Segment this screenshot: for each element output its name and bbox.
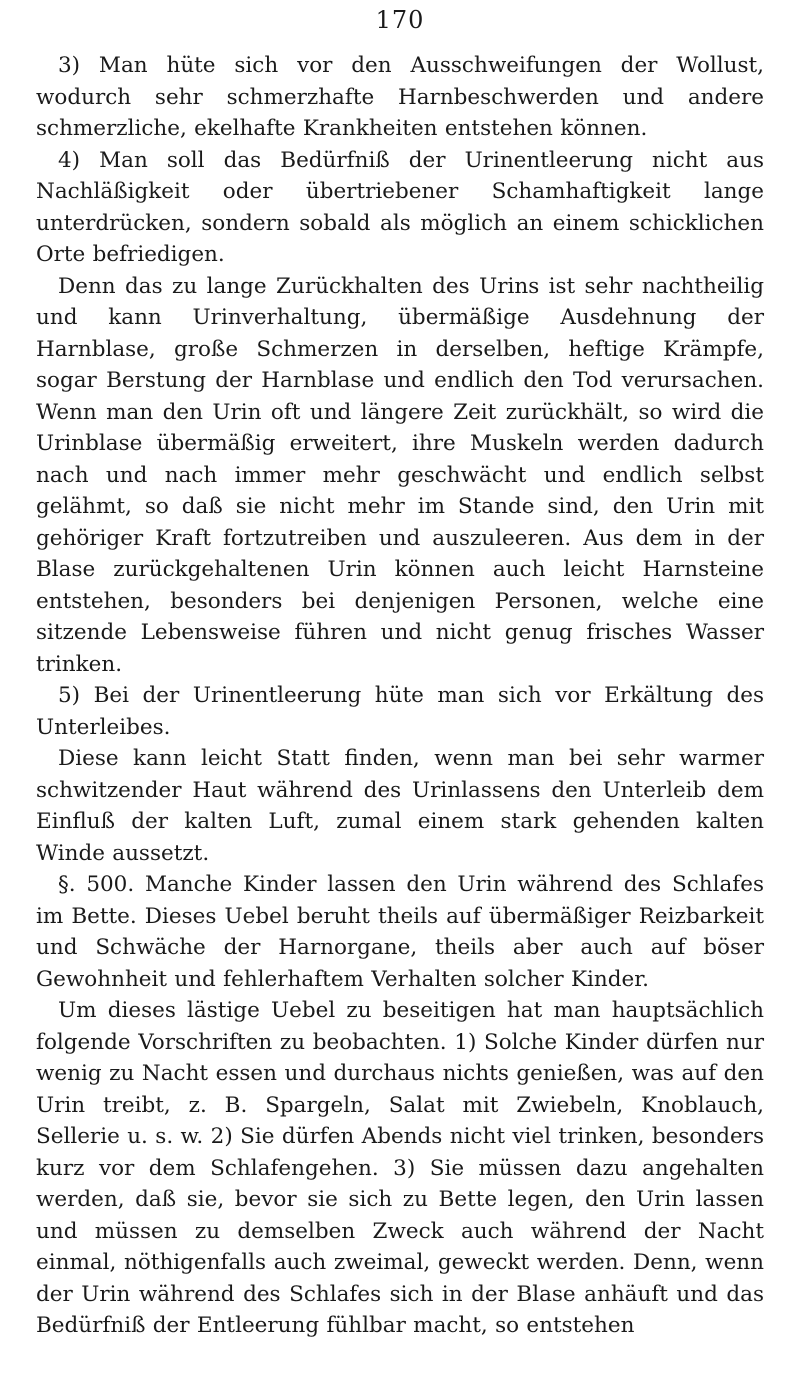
- paragraph-4-do-not-suppress-urination: 4) Man soll das Bedürfniß der Urinentleerung nicht aus Nachläßigkeit oder übertriebener Schamhaftigkeit lange unterdrücken, sondern sobald als möglich an einem schicklichen Orte befriedigen.: [36, 147, 764, 267]
- paragraph-5-avoid-chill: 5) Bei der Urinentleerung hüte man sich vor Erkältung des Unterleibes.: [36, 683, 764, 740]
- page-body: [36, 50, 764, 1342]
- paragraph-dangers-of-retention: Denn das zu lange Zurückhalten des Urins ist sehr nachtheilig und kann Urinverhaltung, übermäßige Ausdehnung der Harnblase, große Schmerzen in derselben, heftige Krämpfe, sogar Berstung der Harnblase und endlich den Tod verursachen. Wenn man den Urin oft und längere Zeit zurückhält, so wird die Urinblase übermäßig erweitert, ihre Muskeln werden dadurch nach und nach immer mehr geschwächt und endlich selbst gelähmt, so daß sie nicht mehr im Stande sind, den Urin mit gehöriger Kraft fortzutreiben und auszuleeren. Aus dem in der Blase zurückgehaltenen Urin können auch leicht Harnsteine entstehen, besonders bei denjenigen Personen, welche eine sitzende Lebensweise führen und nicht genug frisches Wasser trinken.: [36, 273, 764, 677]
- paragraph-section-500-bedwetting: §. 500. Manche Kinder lassen den Urin während des Schlafes im Bette. Dieses Uebel beruht theils auf übermäßiger Reizbarkeit und Schwäche der Harnorgane, theils aber auch auf böser Gewohnheit und fehlerhaftem Verhalten solcher Kinder.: [36, 872, 764, 992]
- page-number: 170: [375, 6, 425, 34]
- paragraph-chill-explanation: Diese kann leicht Statt finden, wenn man bei sehr warmer schwitzender Haut während des Urinlassens den Unterleib dem Einfluß der kalten Luft, zumal einem stark gehenden kalten Winde aussetzt.: [36, 746, 764, 866]
- paragraph-3-avoid-excess: 3) Man hüte sich vor den Ausschweifungen der Wollust, wodurch sehr schmerzhafte Harnbeschwerden und andere schmerzliche, ekelhafte Krankheiten entstehen können.: [36, 53, 764, 141]
- paragraph-bedwetting-rules: Um dieses lästige Uebel zu beseitigen hat man hauptsächlich folgende Vorschriften zu beobachten. 1) Solche Kinder dürfen nur wenig zu Nacht essen und durchaus nichts genießen, was auf den Urin treibt, z. B. Spargeln, Salat mit Zwiebeln, Knoblauch, Sellerie u. s. w. 2) Sie dürfen Abends nicht viel trinken, besonders kurz vor dem Schlafengehen. 3) Sie müssen dazu angehalten werden, daß sie, bevor sie sich zu Bette legen, den Urin lassen und müssen zu demselben Zweck auch während der Nacht einmal, nöthigenfalls auch zweimal, geweckt werden. Denn, wenn der Urin während des Schlafes sich in der Blase anhäuft und das Bedürfniß der Entleerung fühlbar macht, so entstehen: [36, 998, 764, 1338]
